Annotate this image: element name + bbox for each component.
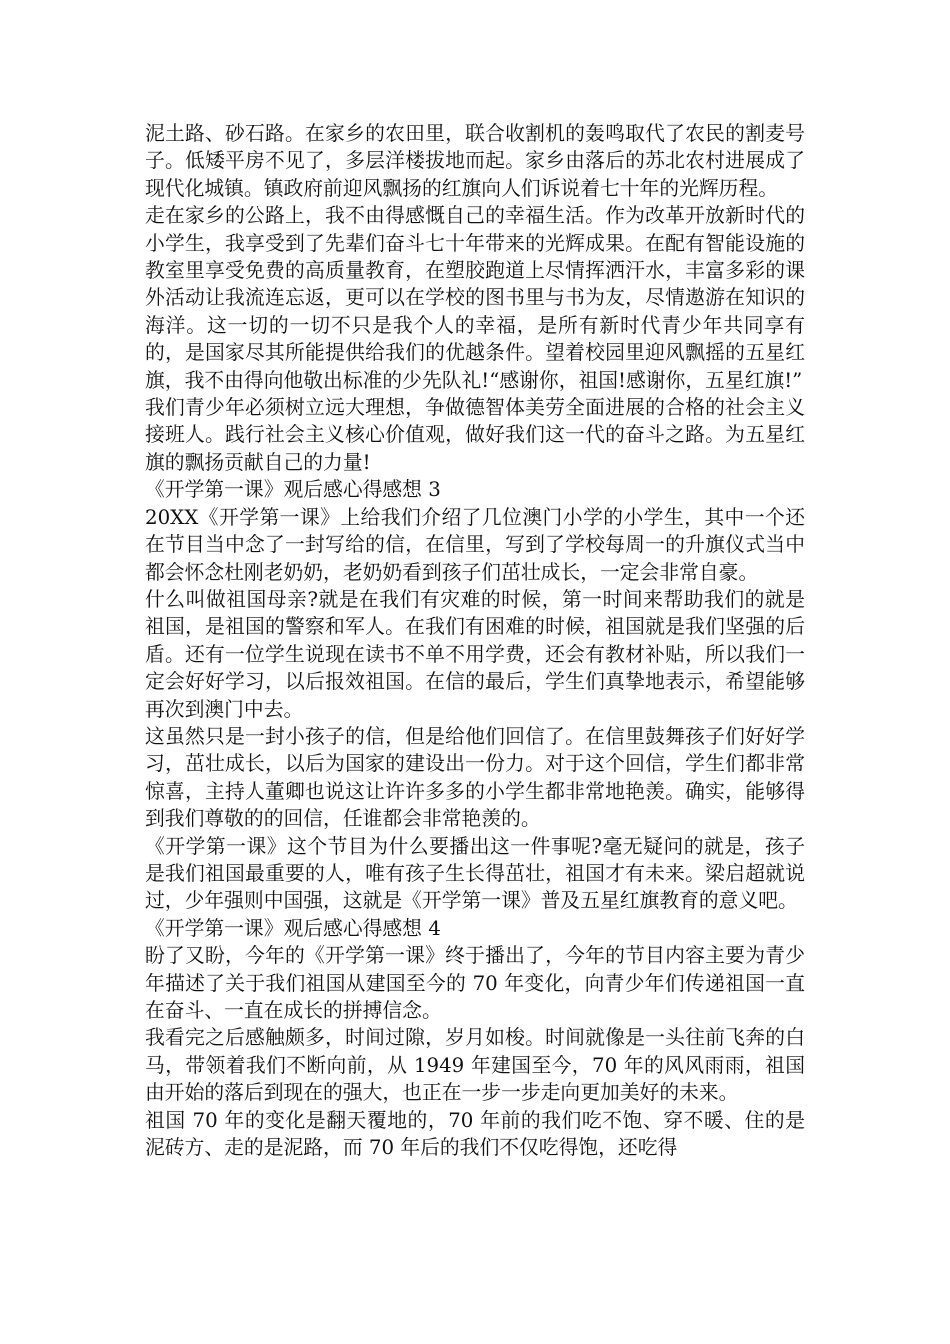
section-heading-3: 《开学第一课》观后感心得感想 3 xyxy=(145,478,441,502)
paragraph-time: 我看完之后感触颇多，时间过隙，岁月如梭。时间就像是一头往前飞奔的白马，带领着我们不断向前，从 1949 年建国至今，70 年的风风雨雨，祖国由开始的落后到现在的强大，也正在一步一步走向更加美好的未来。 xyxy=(145,1026,805,1105)
paragraph-macau-letter: 20XX《开学第一课》上给我们介绍了几位澳门小学的小学生，其中一个还在节目当中念了一封写给的信，在信里，写到了学校每周一的升旗仪式当中都会怀念杜刚老奶奶，老奶奶看到孩子们茁壮成长，一定会非常自豪。 xyxy=(145,505,805,584)
paragraph-happy-life: 走在家乡的公路上，我不由得感慨自己的幸福生活。作为改革开放新时代的小学生，我享受到了先辈们奋斗七十年带来的光辉成果。在配有智能设施的教室里享受免费的高质量教育，在塑胶跑道上尽情挥洒汗水，丰富多彩的课外活动让我流连忘返，更可以在学校的图书里与书为友，尽情遨游在知识的海洋。这一切的一切不只是我个人的幸福，是所有新时代青少年共同享有的，是国家尽其所能提供给我们的优越条件。望着校园里迎风飘摇的五星红旗，我不由得向他敬出标准的少先队礼!“感谢你，祖国!感谢你，五星红旗!” xyxy=(145,204,805,392)
paragraph-70-years: 祖国 70 年的变化是翻天覆地的，70 年前的我们吃不饱、穿不暖、住的是泥砖方、走的是泥路，而 70 年后的我们不仅吃得饱，还吃得 xyxy=(145,1108,805,1160)
section-heading-4: 《开学第一课》观后感心得感想 4 xyxy=(145,916,441,940)
paragraph-ideals: 我们青少年必须树立远大理想，争做德智体美劳全面进展的合格的社会主义接班人。践行社会主义核心价值观，做好我们这一代的奋斗之路。为五星红旗的飘扬贡献自己的力量! xyxy=(145,396,805,474)
paragraph-meaning: 《开学第一课》这个节目为什么要播出这一件事呢?毫无疑问的就是，孩子是我们祖国最重要的人，唯有孩子生长得茁壮，祖国才有未来。梁启超就说过，少年强则中国强，这就是《开学第一课》普及五星红旗教育的意义吧。 xyxy=(145,834,805,913)
paragraph-hometown-change: 泥土路、砂石路。在家乡的农田里，联合收割机的轰鸣取代了农民的割麦号子。低矮平房不见了，多层洋楼拔地而起。家乡由落后的苏北农村进展成了现代化城镇。镇政府前迎风飘扬的红旗向人们诉说着七十年的光辉历程。 xyxy=(145,122,805,200)
paragraph-motherland: 什么叫做祖国母亲?就是在我们有灾难的时候，第一时间来帮助我们的就是祖国，是祖国的警察和军人。在我们有困难的时候，祖国就是我们坚强的后盾。还有一位学生说现在读书不单不用学费，还会有教材补贴，所以我们一定会好好学习，以后报效祖国。在信的最后，学生们真挚地表示，希望能够再次到澳门中去。 xyxy=(145,587,805,721)
paragraph-reply-letter: 这虽然只是一封小孩子的信，但是给他们回信了。在信里鼓舞孩子们好好学习，茁壮成长，以后为国家的建设出一份力。对于这个回信，学生们都非常惊喜，主持人董卿也说这让许许多多的小学生都非常地艳羡。确实，能够得到我们尊敬的的回信，任谁都会非常艳羡的。 xyxy=(145,724,805,831)
document-body xyxy=(145,120,805,1161)
paragraph-broadcast: 盼了又盼，今年的《开学第一课》终于播出了，今年的节目内容主要为青少年描述了关于我们祖国从建国至今的 70 年变化，向青少年们传递祖国一直在奋斗、一直在成长的拼搏信念。 xyxy=(145,944,805,1022)
